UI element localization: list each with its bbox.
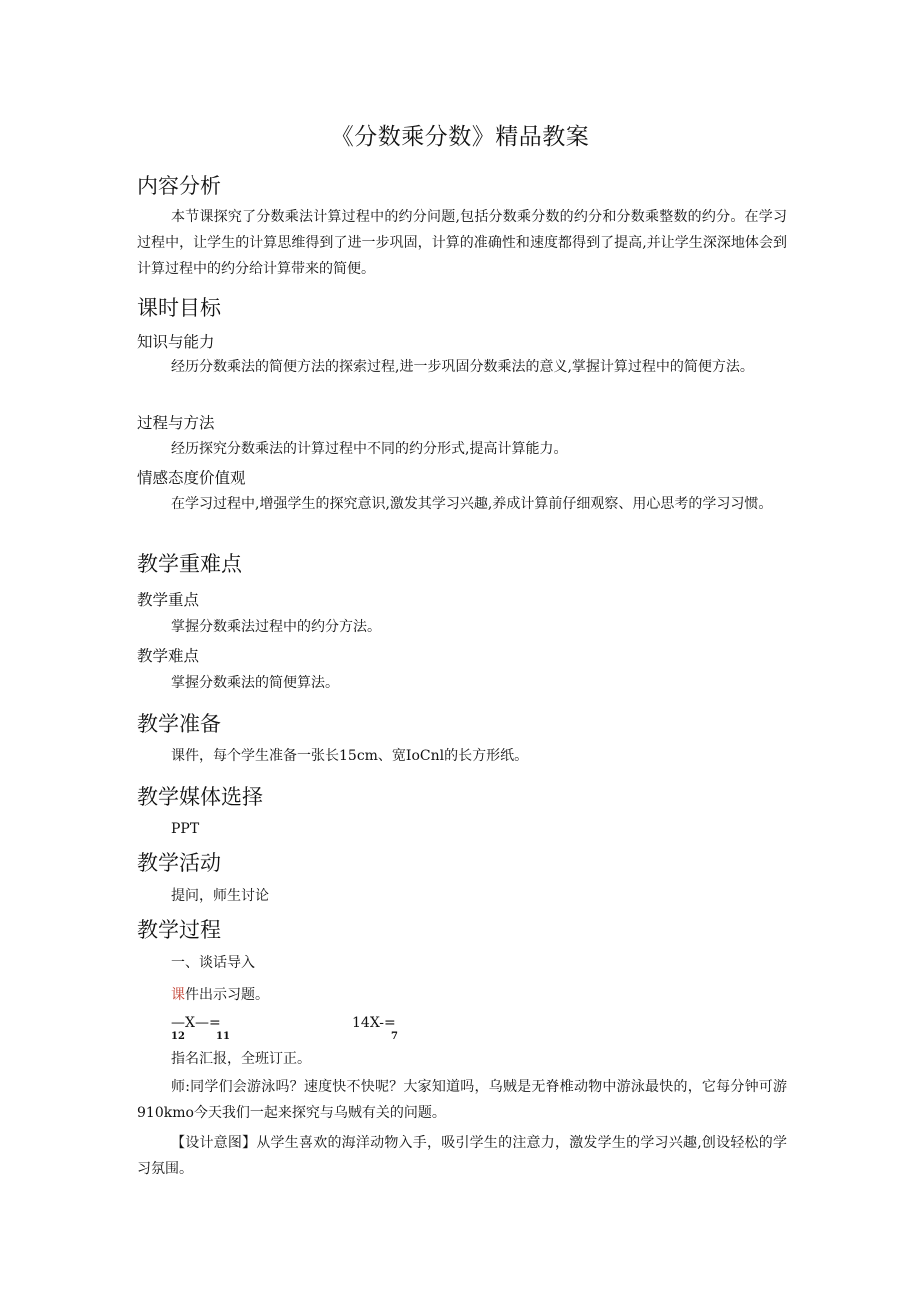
preparation-text: 课件，每个学生准备一张长15cm、宽IoCnl的长方形纸。 [171,748,529,764]
difficulty-text: 掌握分数乘法的简便算法。 [171,675,339,691]
heading-media: 教学媒体选择 [137,785,263,809]
courseware-red-char: 课 [171,987,185,1003]
formula-1-denominator-right: 11 [216,1031,230,1042]
formula-2-denominator: 7 [391,1031,398,1042]
heading-emotion: 情感态度价值观 [137,469,246,487]
focus-text: 掌握分数乘法过程中的约分方法。 [171,619,381,635]
heading-content-analysis: 内容分析 [137,174,221,198]
emotion-text: 在学习过程中,增强学生的探究意识,激发其学习兴趣,养成计算前仔细观察、用心思考的学习习惯。 [171,496,773,512]
formula-1-denominator-left: 12 [171,1031,185,1042]
heading-focus: 教学重点 [137,591,200,609]
formula-2: 14X-= [352,1015,396,1031]
heading-key-points: 教学重难点 [137,552,242,576]
heading-objectives: 课时目标 [137,296,221,320]
media-text: PPT [171,821,200,837]
document-title: 《分数乘分数》精品教案 [330,124,590,150]
report-text: 指名汇报，全班订正。 [171,1051,311,1067]
formula-1: —X—= [171,1015,221,1031]
courseware-text: 件出示习题。 [185,987,269,1003]
heading-knowledge: 知识与能力 [137,333,215,351]
step-intro: 一、谈话导入 [171,955,255,971]
courseware-line [171,985,269,1005]
content-analysis-text: 本节课探究了分数乘法计算过程中的约分问题,包括分数乘分数的约分和分数乘整数的约分。在学习过程中，让学生的计算思维得到了进一步巩固，计算的准确性和速度都得到了提高,并让学生深深地体会到计算过程中的约分给计算带来的简便。 [137,209,787,277]
activities-text: 提问，师生讨论 [171,888,269,904]
heading-teaching-process: 教学过程 [137,918,221,942]
teacher-text: 师:同学们会游泳吗？速度快不快呢？大家知道吗，乌贼是无脊椎动物中游泳最快的，它每分钟可游910kmo今天我们一起来探究与乌贼有关的问题。 [137,1079,787,1121]
heading-preparation: 教学准备 [137,712,221,736]
process-method-text: 经历探究分数乘法的计算过程中不同的约分形式,提高计算能力。 [171,441,568,457]
heading-activities: 教学活动 [137,851,221,875]
knowledge-text: 经历分数乘法的简便方法的探索过程,进一步巩固分数乘法的意义,掌握计算过程中的简便方法。 [171,359,754,375]
design-intent-text: 【设计意图】从学生喜欢的海洋动物入手，吸引学生的注意力，激发学生的学习兴趣,创设轻松的学习氛围。 [137,1135,787,1177]
heading-difficulty: 教学难点 [137,647,200,665]
heading-process-method: 过程与方法 [137,414,215,432]
